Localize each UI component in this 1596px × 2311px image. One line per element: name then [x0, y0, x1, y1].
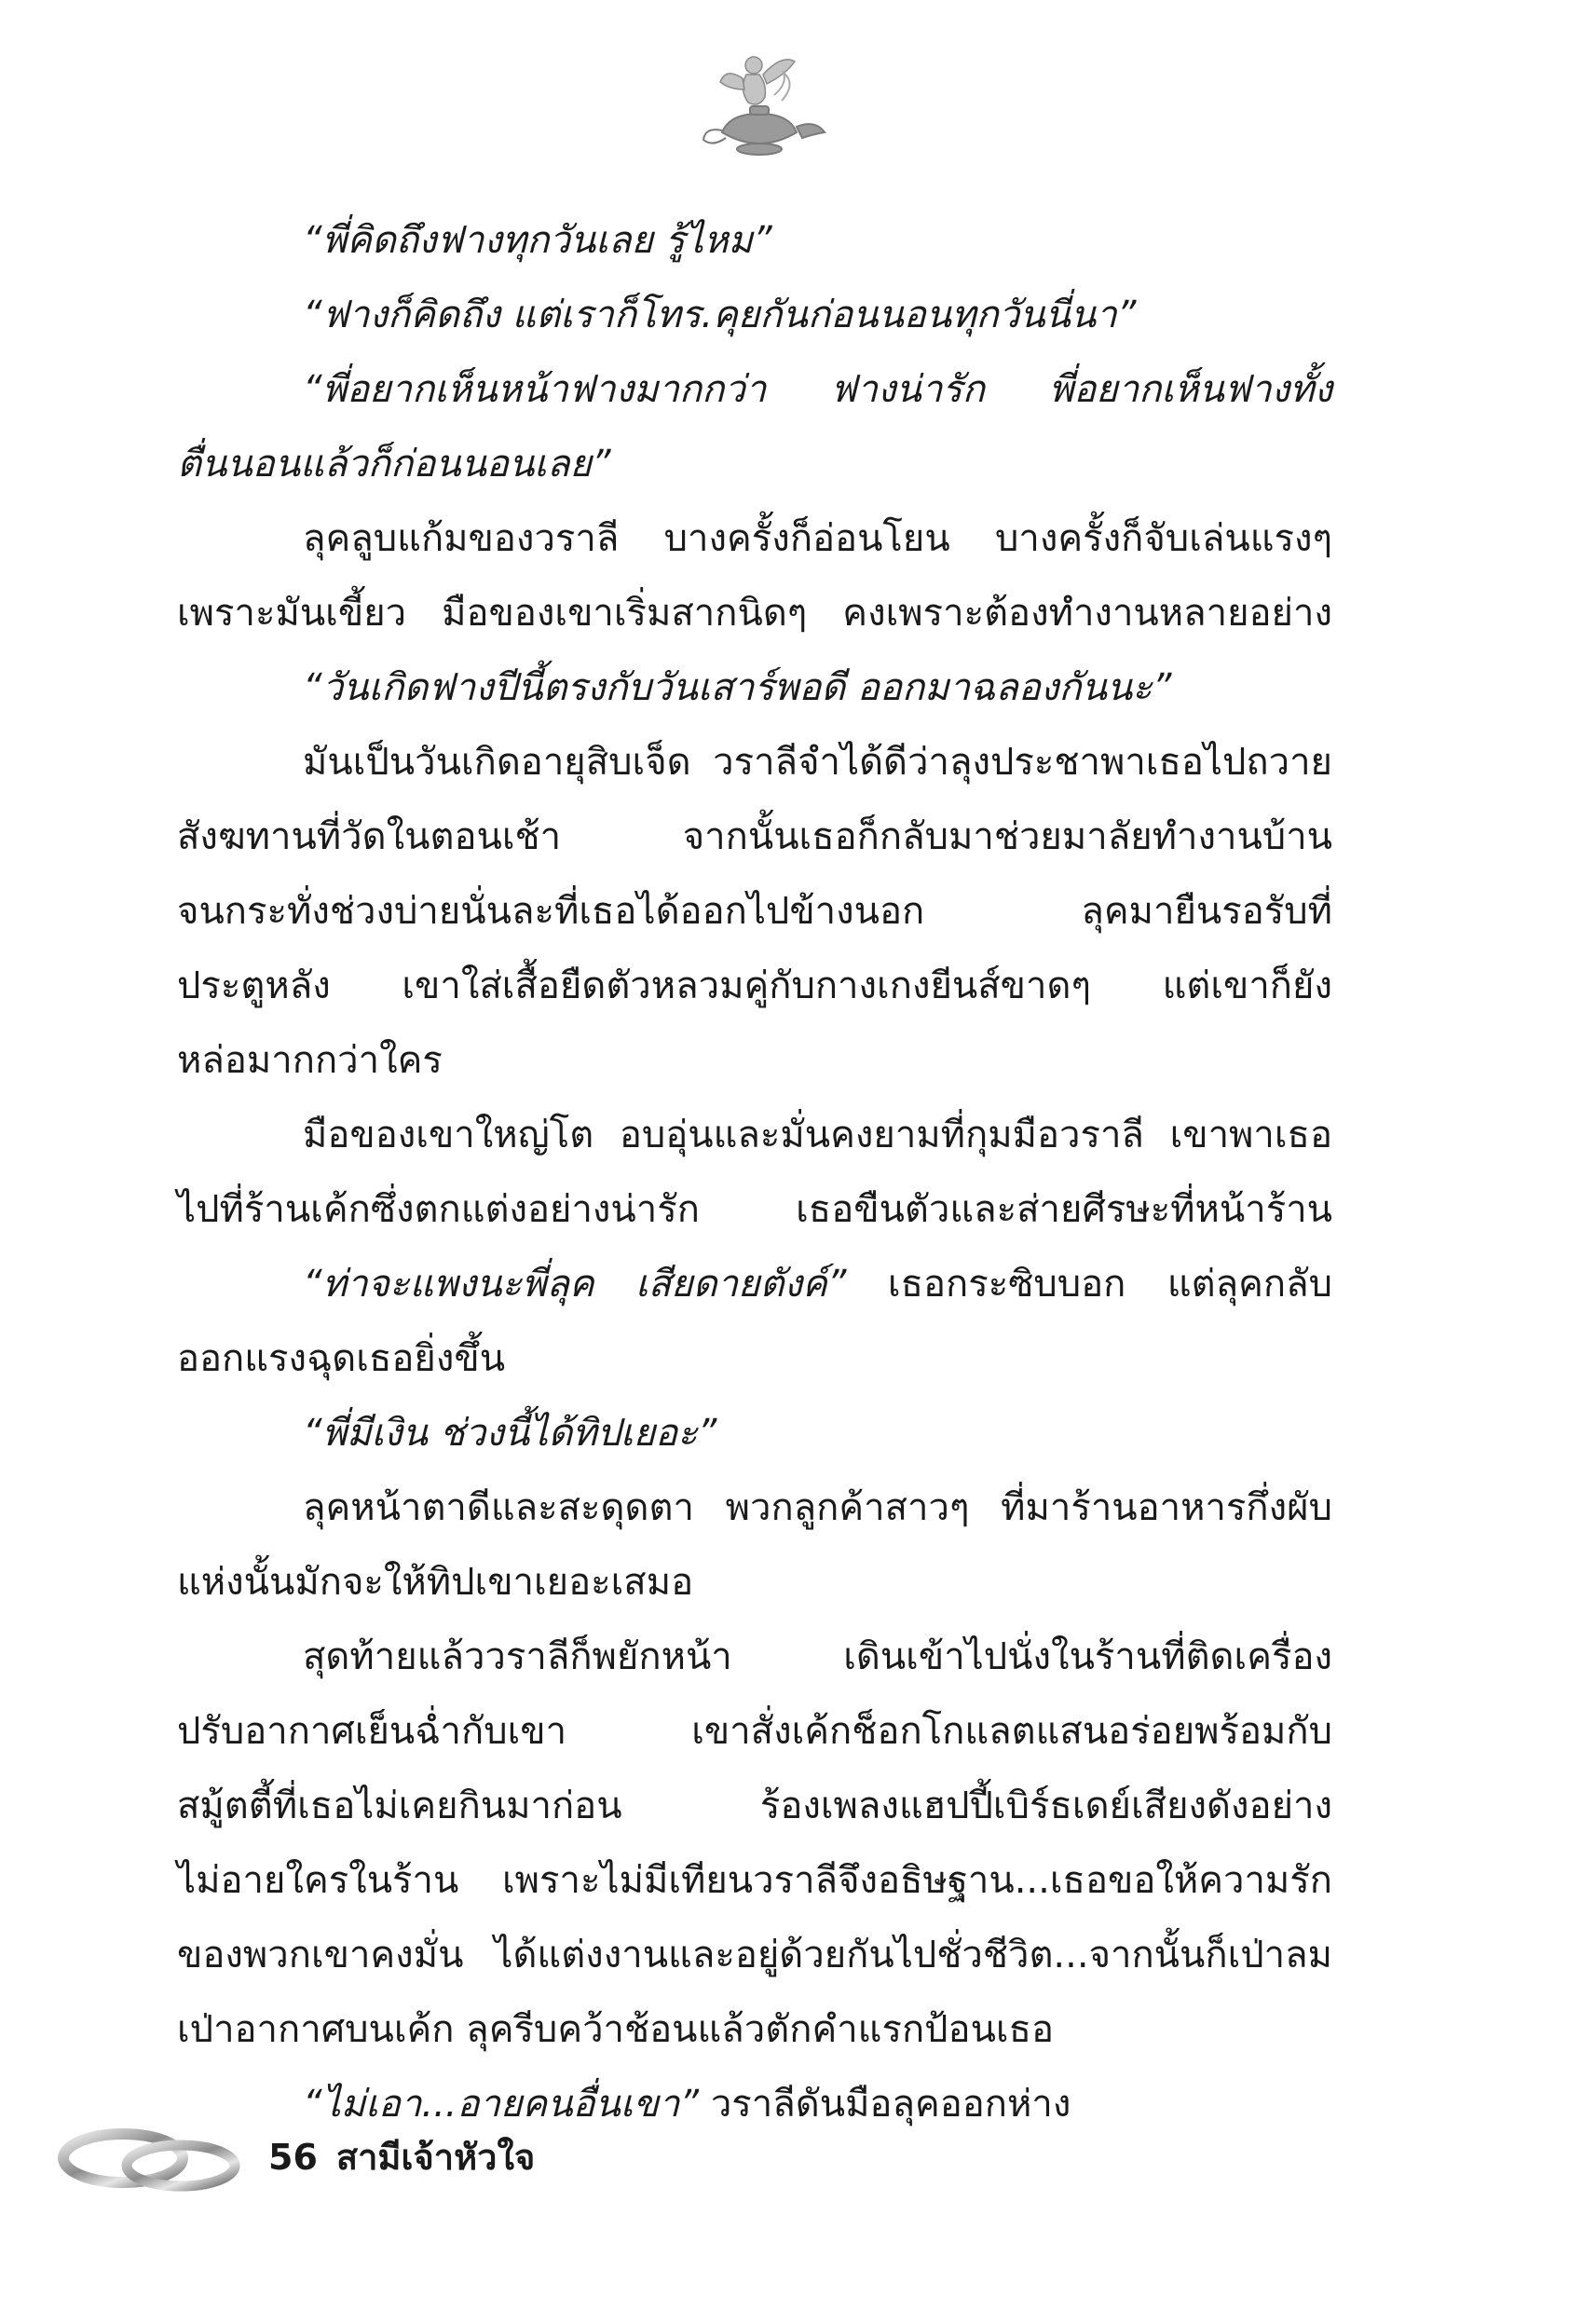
narration-text: มันเป็นวันเกิดอายุสิบเจ็ด วราลีจำได้ดีว่าลุงประชาพาเธอไปถวาย: [303, 741, 1332, 784]
text-line: [177, 1321, 1332, 1396]
narration-text: ออกแรงฉุดเธอยิ่งขึ้น: [177, 1337, 506, 1380]
dialogue-text: “พี่อยากเห็นหน้าฟางมากกว่า ฟางน่ารัก พี่อยากเห็นฟางทั้ง: [303, 368, 1332, 411]
narration-text: ไม่อายใครในร้าน เพราะไม่มีเทียนวราลีจึงอธิษฐาน...เธอขอให้ความรัก: [177, 1859, 1332, 1902]
text-line: [303, 650, 1332, 725]
text-line: [177, 1918, 1332, 1992]
narration-text: ประตูหลัง เขาใส่เสื้อยืดตัวหลวมคู่กับกางเกงยีนส์ขาดๆ แต่เขาก็ยัง: [177, 964, 1332, 1007]
dialogue-text: ตื่นนอนแล้วก็ก่อนนอนเลย”: [177, 443, 611, 485]
narration-text: แห่งนั้นมักจะให้ทิปเขาเยอะเสมอ: [177, 1561, 694, 1604]
text-line: [177, 1545, 1332, 1620]
text-line: [177, 949, 1332, 1023]
dialogue-text: “ไม่เอา...อายคนอื่นเขา”: [303, 2083, 700, 2126]
text-line: [303, 725, 1332, 800]
text-line: [303, 352, 1332, 427]
dialogue-text: “พี่มีเงิน ช่วงนี้ได้ทิปเยอะ”: [303, 1412, 717, 1455]
narration-text: มือของเขาใหญ่โต อบอุ่นและมั่นคงยามที่กุมมือวราลี เขาพาเธอ: [303, 1114, 1332, 1156]
text-line: [177, 1172, 1332, 1247]
text-line: [303, 501, 1332, 576]
text-line: [177, 1843, 1332, 1918]
dialogue-text: “ท่าจะแพงนะพี่ลุค เสียดายตังค์”: [303, 1263, 847, 1306]
narration-text: วราลีดันมือลุคออกห่าง: [699, 2083, 1071, 2126]
narration-text: หล่อมากกว่าใคร: [177, 1039, 443, 1082]
page-number: 56: [268, 2137, 318, 2178]
text-line: [303, 278, 1332, 352]
narration-text: ปรับอากาศเย็นฉ่ำกับเขา เขาสั่งเค้กช็อกโกแลตแสนอร่อยพร้อมกับ: [177, 1710, 1332, 1753]
narration-text: ของพวกเขาคงมั่น ได้แต่งงานและอยู่ด้วยกันไปชั่วชีวิต...จากนั้นก็เป่าลม: [177, 1934, 1332, 1976]
text-line: [303, 203, 1332, 278]
text-line: [177, 427, 1332, 501]
book-title: สามีเจ้าหัวใจ: [335, 2137, 536, 2178]
narration-text: สุดท้ายแล้ววราลีก็พยักหน้า เดินเข้าไปนั่งในร้านที่ติดเครื่อง: [303, 1635, 1332, 1678]
text-line: [303, 1470, 1332, 1545]
narration-text: ไปที่ร้านเค้กซึ่งตกแต่งอย่างน่ารัก เธอขืนตัวและส่ายศีรษะที่หน้าร้าน: [177, 1188, 1332, 1231]
text-line: [303, 1396, 1332, 1470]
text-line: [303, 1098, 1332, 1172]
text-line: [177, 1992, 1332, 2067]
text-line: [303, 1620, 1332, 1694]
narration-text: ลุคลูบแก้มของวราลี บางครั้งก็อ่อนโยน บางครั้งก็จับเล่นแรงๆ: [303, 517, 1332, 560]
narration-text: เธอกระซิบบอก แต่ลุคกลับ: [846, 1263, 1333, 1306]
dialogue-text: “ฟางก็คิดถึง แต่เราก็โทร.คุยกันก่อนนอนทุกวันนี่นา”: [303, 294, 1137, 336]
dialogue-text: “วันเกิดฟางปีนี้ตรงกับวันเสาร์พอดี ออกมาฉลองกันนะ”: [303, 666, 1172, 709]
text-line: [303, 1247, 1332, 1321]
text-line: [177, 874, 1332, 949]
dialogue-text: “พี่คิดถึงฟางทุกวันเลย รู้ไหม”: [303, 219, 772, 262]
wedding-rings-icon: [56, 2115, 242, 2195]
narration-text: สมู้ตตี้ที่เธอไม่เคยกินมาก่อน ร้องเพลงแฮปปี้เบิร์ธเดย์เสียงดังอย่าง: [177, 1785, 1332, 1827]
text-line: [177, 1769, 1332, 1843]
narration-text: เพราะมันเขี้ยว มือของเขาเริ่มสากนิดๆ คงเพราะต้องทำงานหลายอย่าง: [177, 592, 1332, 635]
genie-lamp-icon: [685, 47, 834, 168]
narration-text: สังฆทานที่วัดในตอนเช้า จากนั้นเธอก็กลับมาช่วยมาลัยทำงานบ้าน: [177, 815, 1332, 858]
text-line: [177, 800, 1332, 874]
text-line: [177, 1694, 1332, 1769]
text-line: [177, 576, 1332, 650]
narration-text: เป่าอากาศบนเค้ก ลุครีบคว้าช้อนแล้วตักคำแรกป้อนเธอ: [177, 2008, 1055, 2051]
narration-text: จนกระทั่งช่วงบ่ายนั่นละที่เธอได้ออกไปข้างนอก ลุคมายืนรอรับที่: [177, 890, 1332, 933]
text-line: [177, 1023, 1332, 1098]
page-footer: [268, 2125, 535, 2190]
narration-text: ลุคหน้าตาดีและสะดุดตา พวกลูกค้าสาวๆ ที่มาร้านอาหารกึ่งผับ: [303, 1486, 1332, 1529]
